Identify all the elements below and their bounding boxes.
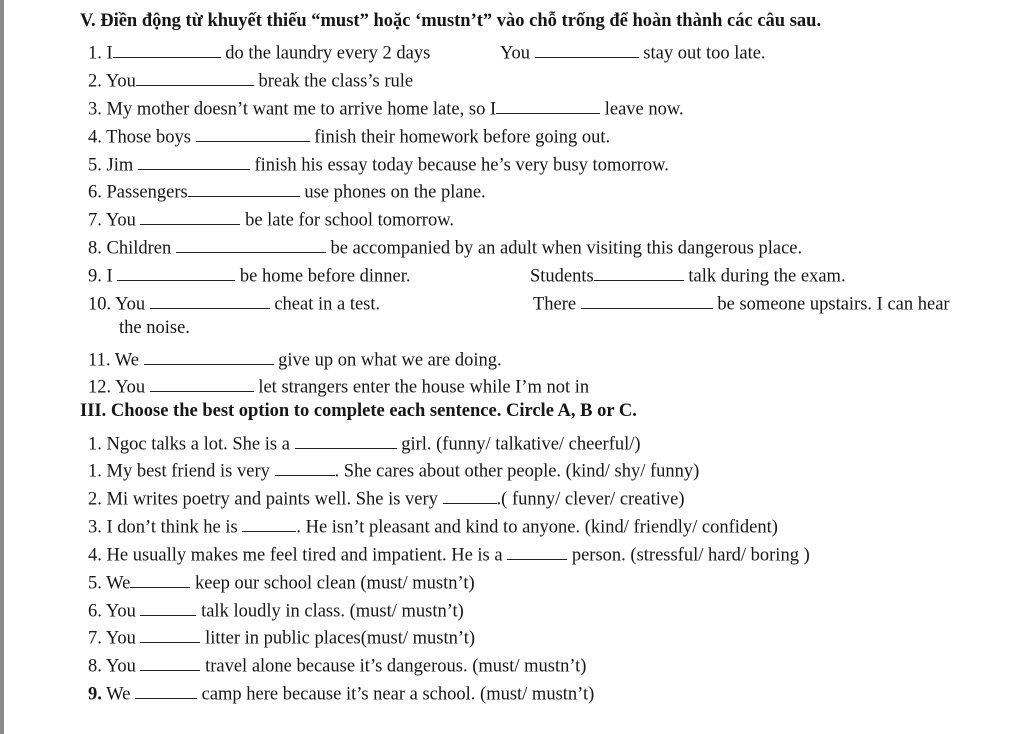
answer-blank[interactable] xyxy=(496,94,600,114)
list-item: Students talk during the exam. xyxy=(530,261,846,287)
answer-blank[interactable] xyxy=(140,596,196,616)
answer-blank[interactable] xyxy=(140,205,240,225)
list-item: 9. We camp here because it’s near a school. (must/ mustn’t) xyxy=(88,679,594,705)
section-iii-heading: III. Choose the best option to complete each sentence. Circle A, B or C. xyxy=(80,401,637,421)
answer-blank[interactable] xyxy=(176,233,326,253)
answer-blank[interactable] xyxy=(581,289,713,309)
list-item: 6. You talk loudly in class. (must/ mustn’t) xyxy=(88,596,464,622)
list-item: 4. Those boys finish their homework before going out. xyxy=(88,122,610,148)
answer-blank[interactable] xyxy=(535,38,639,58)
list-item: 12. You let strangers enter the house while I’m not in xyxy=(88,372,589,398)
list-item: 3. My mother doesn’t want me to arrive home late, so I leave now. xyxy=(88,94,684,120)
answer-blank[interactable] xyxy=(130,568,190,588)
answer-blank[interactable] xyxy=(117,261,235,281)
answer-blank[interactable] xyxy=(150,289,270,309)
answer-blank[interactable] xyxy=(138,150,250,170)
list-item: 5. Jim finish his essay today because he’s very busy tomorrow. xyxy=(88,150,669,176)
list-item: 8. You travel alone because it’s dangerous. (must/ mustn’t) xyxy=(88,651,586,677)
list-item: You stay out too late. xyxy=(500,38,766,64)
answer-blank[interactable] xyxy=(295,429,397,449)
answer-blank[interactable] xyxy=(136,66,254,86)
answer-blank[interactable] xyxy=(113,38,221,58)
page-left-edge xyxy=(0,0,4,734)
section-v-heading: V. Điền động từ khuyết thiếu “must” hoặc ‘mustn’t” vào chỗ trống để hoàn thành các câu sau. xyxy=(80,11,822,31)
list-item: 5. We keep our school clean (must/ mustn’t) xyxy=(88,568,475,594)
list-item: 6. Passengers use phones on the plane. xyxy=(88,177,486,203)
list-item: 1. I do the laundry every 2 days xyxy=(88,38,430,64)
list-item: 2. You break the class’s rule xyxy=(88,66,413,92)
answer-blank[interactable] xyxy=(507,540,567,560)
answer-blank[interactable] xyxy=(140,651,200,671)
list-item: 8. Children be accompanied by an adult when visiting this dangerous place. xyxy=(88,233,802,259)
answer-blank[interactable] xyxy=(594,261,684,281)
answer-blank[interactable] xyxy=(196,122,310,142)
answer-blank[interactable] xyxy=(242,512,296,532)
list-item: 10. You cheat in a test. xyxy=(88,289,380,315)
list-item: 1. Ngoc talks a lot. She is a girl. (funny/ talkative/ cheerful/) xyxy=(88,429,641,455)
answer-blank[interactable] xyxy=(188,177,300,197)
list-item: There be someone upstairs. I can hear xyxy=(533,289,950,315)
list-item: 11. We give up on what we are doing. xyxy=(88,345,502,371)
list-item: 1. My best friend is very . She cares about other people. (kind/ shy/ funny) xyxy=(88,456,699,482)
answer-blank[interactable] xyxy=(140,623,200,643)
list-item: 4. He usually makes me feel tired and impatient. He is a person. (stressful/ hard/ boring ) xyxy=(88,540,810,566)
answer-blank[interactable] xyxy=(135,679,197,699)
list-item-continuation: the noise. xyxy=(119,318,190,338)
list-item: 7. You be late for school tomorrow. xyxy=(88,205,454,231)
answer-blank[interactable] xyxy=(275,456,335,476)
answer-blank[interactable] xyxy=(443,484,497,504)
list-item: 2. Mi writes poetry and paints well. She is very .( funny/ clever/ creative) xyxy=(88,484,685,510)
list-item: 7. You litter in public places(must/ mustn’t) xyxy=(88,623,475,649)
answer-blank[interactable] xyxy=(150,372,254,392)
list-item: 3. I don’t think he is . He isn’t pleasant and kind to anyone. (kind/ friendly/ confident) xyxy=(88,512,778,538)
list-item: 9. I be home before dinner. xyxy=(88,261,410,287)
answer-blank[interactable] xyxy=(144,345,274,365)
